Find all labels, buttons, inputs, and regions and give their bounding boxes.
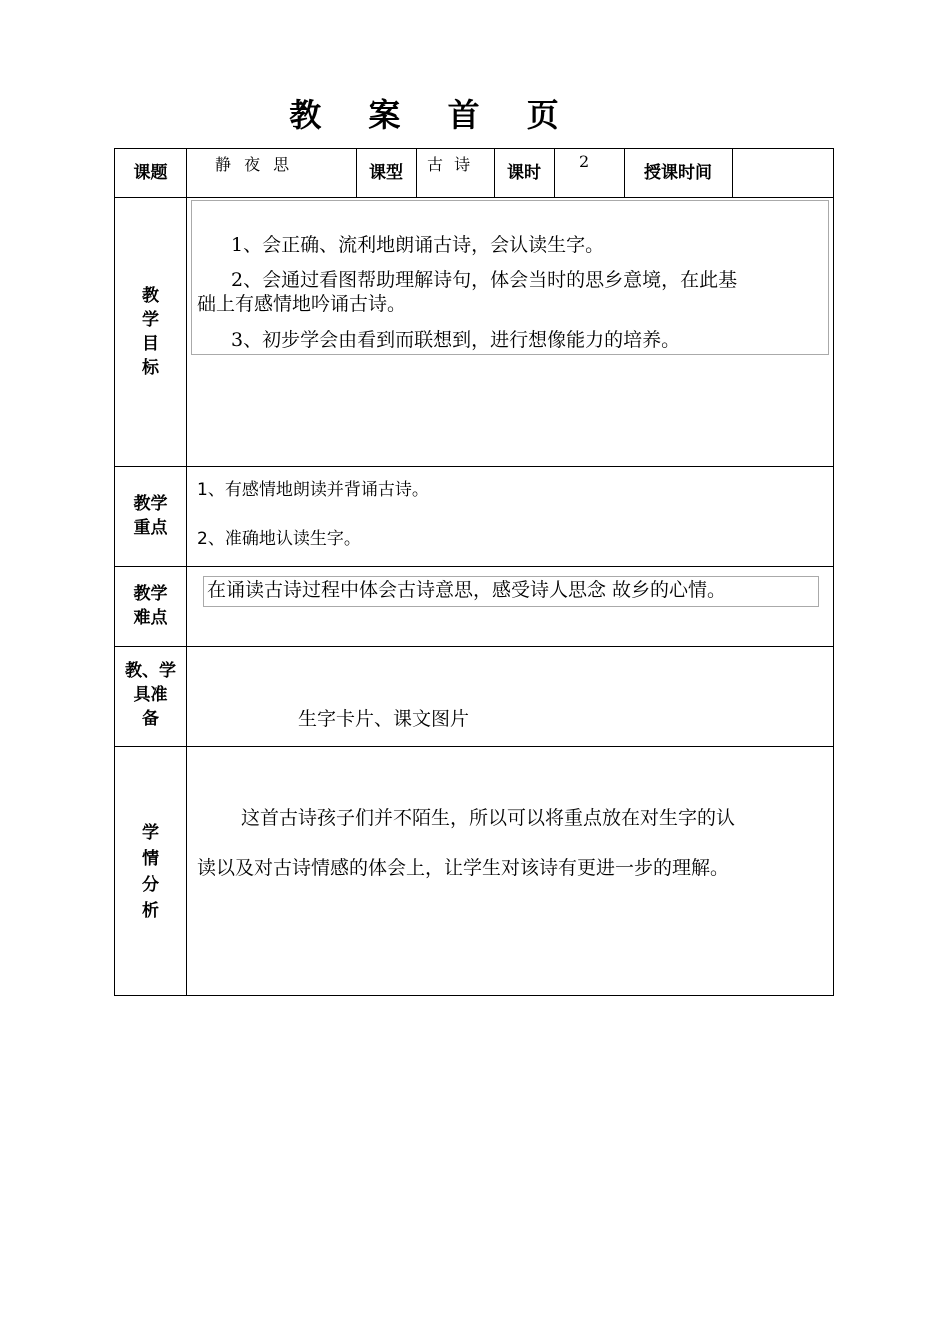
objectives-label: 教 学 目 标 <box>142 286 159 378</box>
difficulties-text: 在诵读古诗过程中体会古诗意思，感受诗人思念 故乡的心情。 <box>207 579 727 601</box>
difficulties-label: 教学 难点 <box>133 584 168 628</box>
header-divider <box>732 149 733 197</box>
materials-text: 生字卡片、课文图片 <box>298 708 470 730</box>
lesson-plan-table <box>114 148 834 996</box>
row-divider <box>115 566 833 567</box>
row-divider <box>115 466 833 467</box>
label-column-divider <box>186 149 187 995</box>
row-divider <box>115 197 833 198</box>
materials-label: 教、学 具准 备 <box>125 661 176 729</box>
type-label: 课型 <box>369 163 403 183</box>
key-points-label: 教学 重点 <box>133 494 168 538</box>
topic-label: 课题 <box>133 163 168 183</box>
hours-label: 课时 <box>507 163 541 183</box>
objective-item-continued: 础上有感情地吟诵古诗。 <box>197 293 407 315</box>
objective-item: 2、会通过看图帮助理解诗句，体会当时的思乡意境，在此基 <box>231 269 738 291</box>
key-point-item: 1、有感情地朗读并背诵古诗。 <box>197 480 429 500</box>
row-divider <box>115 746 833 747</box>
analysis-line: 这首古诗孩子们并不陌生，所以可以将重点放在对生字的认 <box>241 807 736 829</box>
class-time-label: 授课时间 <box>644 163 712 183</box>
topic-value: 静 夜 思 <box>215 155 294 174</box>
key-point-item: 2、准确地认读生字。 <box>197 529 361 549</box>
page-title: 教 案 首 页 <box>289 96 577 134</box>
objective-item: 3、初步学会由看到而联想到，进行想像能力的培养。 <box>231 329 681 351</box>
row-divider <box>115 646 833 647</box>
hours-value: 2 <box>579 152 590 171</box>
type-value: 古 诗 <box>427 155 474 174</box>
header-divider <box>554 149 555 197</box>
analysis-label: 学 情 分 析 <box>142 823 159 921</box>
analysis-line: 读以及对古诗情感的体会上，让学生对该诗有更进一步的理解。 <box>197 857 730 879</box>
header-divider <box>416 149 417 197</box>
objective-item: 1、会正确、流利地朗诵古诗，会认读生字。 <box>231 234 605 256</box>
